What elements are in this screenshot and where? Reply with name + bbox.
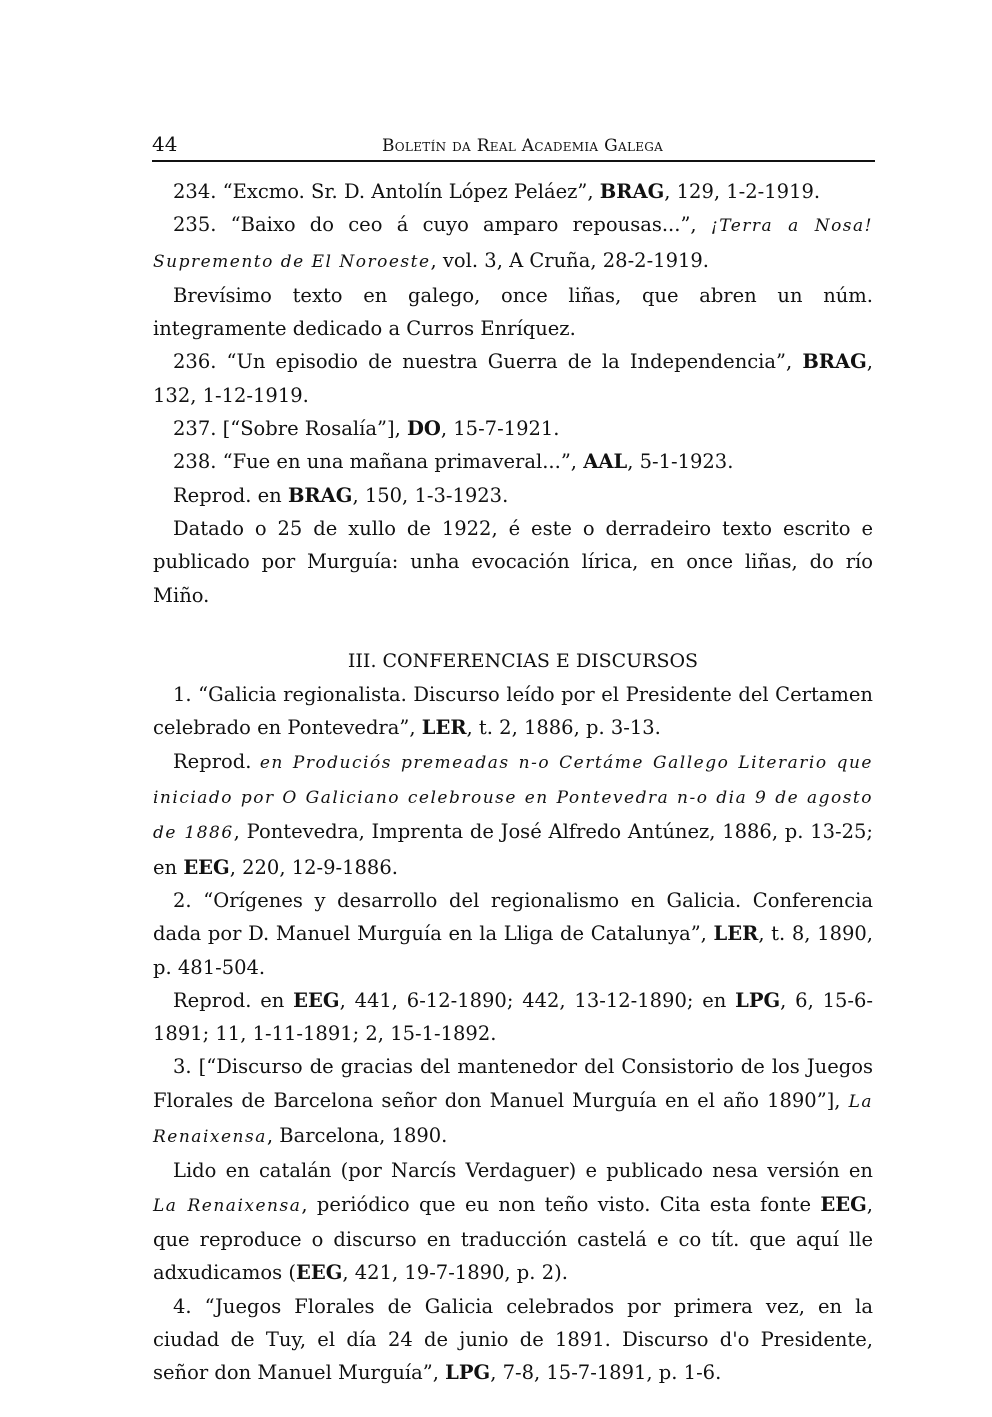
text-segment: 4. “Juegos Florales de Galicia celebrados por primera vez, en la ciudad de Tuy, el día 24 de junio de 1891. Discurso d'o Presidente, señor don Manuel Murguía”, [153, 1294, 873, 1385]
text-segment: , 132, 1-12-1919. [153, 350, 873, 407]
bold-abbrev: EEG [183, 855, 230, 879]
running-title: Boletín da Real Academia Galega [382, 136, 664, 156]
bold-abbrev: DO [406, 417, 441, 441]
text-segment: 235. “Baixo do ceo á cuyo amparo repousas...”, [173, 213, 711, 237]
paragraph [153, 1290, 873, 1390]
paragraph [153, 208, 873, 279]
text-segment: Datado o 25 de xullo de 1922, é este o derradeiro texto escrito e publicado por Murguía: unha evocación lírica, en once liñas, do río Miño. [153, 516, 873, 607]
bold-abbrev: LER [713, 922, 759, 946]
text-segment: , 5-1-1923. [627, 450, 734, 474]
text-segment: , periódico que eu non teño visto. Cita esta fonte [301, 1192, 821, 1216]
text-segment: 238. “Fue en una mañana primaveral...”, [173, 450, 584, 474]
bibliography-entries [153, 175, 873, 612]
paragraph [153, 1050, 873, 1154]
text-segment: Brevísimo texto en galego, once liñas, que abren un núm. integramente dedicado a Curros Enríquez. [153, 283, 873, 341]
text-segment: , vol. 3, A Cruña, 28-2-1919. [430, 248, 709, 272]
italic-title: en Produciós premeadas n-o Certáme Gallego Literario que iniciado por O Galiciano celebrouse en Pontevedra n-o dia 9 de agosto de 1886 [153, 752, 873, 844]
paragraph [153, 512, 873, 612]
text-segment: Reprod. en [173, 988, 294, 1012]
bold-abbrev: BRAG [599, 180, 665, 203]
bold-abbrev: AAL [583, 450, 628, 474]
text-segment: , 150, 1-3-1923. [352, 483, 509, 507]
paragraph [153, 1154, 873, 1289]
section-entries [153, 678, 873, 1389]
bold-abbrev: LPG [735, 988, 781, 1012]
bold-abbrev: BRAG [287, 483, 353, 507]
paragraph [153, 984, 873, 1051]
paragraph [153, 479, 873, 512]
bold-abbrev: EEG [295, 1261, 343, 1285]
text-segment: , 6, 15-6-1891; 11, 1-11-1891; 2, 15-1-1892. [153, 988, 873, 1046]
paragraph [153, 175, 873, 208]
text-segment: 2. “Orígenes y desarrollo del regionalismo en Galicia. Conferencia dada por D. Manuel Murguía en la Lliga de Catalunya”, [153, 888, 873, 946]
bold-abbrev: LER [421, 716, 467, 740]
text-segment: 1. “Galicia regionalista. Discurso leído por el Presidente del Certamen celebrado en Pontevedra”, [153, 683, 873, 740]
text-segment: 237. [“Sobre Rosalía”], [173, 417, 407, 441]
italic-title: ¡Terra a Nosa! Supremento de El Noroeste [153, 216, 874, 272]
text-segment: , 15-7-1921. [440, 417, 560, 441]
text-segment: Lido en catalán (por Narcís Verdaguer) e publicado nesa versión en [173, 1159, 873, 1183]
bold-abbrev: EEG [820, 1192, 867, 1216]
italic-title: La Renaixensa [153, 1195, 302, 1216]
text-segment: , 421, 19-7-1890, p. 2). [342, 1261, 568, 1285]
italic-title: La Renaixensa [153, 1091, 873, 1148]
page-body [153, 175, 873, 1389]
paragraph [153, 445, 873, 478]
text-segment: 3. [“Discurso de gracias del mantenedor del Consistorio de los Juegos Florales de Barcelona señor don Manuel Murguía en el año 1890”], [153, 1055, 873, 1112]
paragraph [153, 345, 873, 412]
bold-abbrev: LPG [445, 1361, 491, 1385]
paragraph [153, 279, 873, 346]
page-header [152, 130, 875, 162]
text-segment: 234. “Excmo. Sr. D. Antolín López Peláez”, [173, 180, 600, 203]
bold-abbrev: EEG [293, 988, 340, 1012]
text-segment: Reprod. en [173, 483, 288, 507]
paragraph [153, 745, 873, 884]
text-segment: , 220, 12-9-1886. [229, 855, 398, 879]
paragraph [153, 678, 873, 745]
text-segment: , 7-8, 15-7-1891, p. 1-6. [490, 1361, 722, 1385]
paragraph [153, 884, 873, 984]
text-segment: , Pontevedra, Imprenta de José Alfredo Antúnez, 1886, p. 13-25; en [153, 820, 873, 879]
paragraph [153, 412, 873, 445]
text-segment: , 441, 6-12-1890; 442, 13-12-1890; en [339, 988, 736, 1012]
text-segment: , t. 2, 1886, p. 3-13. [466, 716, 661, 740]
bold-abbrev: BRAG [802, 350, 867, 374]
section-title: III. CONFERENCIAS E DISCURSOS [347, 649, 699, 672]
text-segment: 236. “Un episodio de nuestra Guerra de la Independencia”, [173, 350, 803, 374]
text-segment: , 129, 1-2-1919. [664, 180, 821, 203]
text-segment: , Barcelona, 1890. [266, 1124, 448, 1148]
text-segment: , que reproduce o discurso en traducción castelá e co tít. que aquí lle adxudicamos ( [153, 1192, 873, 1285]
text-segment: Reprod. [173, 749, 260, 773]
page-number: 44 [152, 132, 178, 156]
text-segment: , t. 8, 1890, p. 481-504. [153, 922, 873, 979]
